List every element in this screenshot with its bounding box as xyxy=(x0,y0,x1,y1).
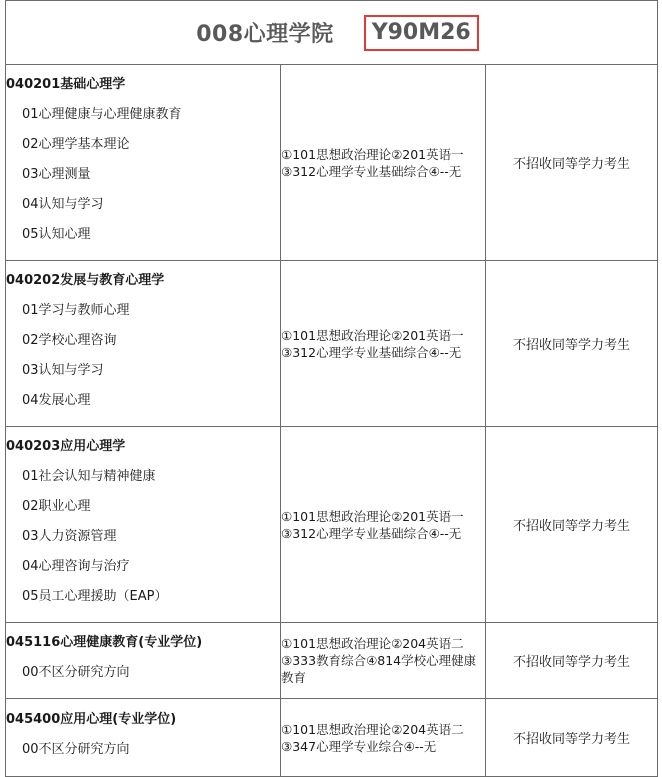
major-cell xyxy=(6,427,281,623)
direction-item: 05员工心理援助（EAP） xyxy=(22,588,168,604)
table-row xyxy=(6,261,658,427)
major-title: 040201基础心理学 xyxy=(6,76,126,92)
exam-subjects: ①101思想政治理论②201英语一③312心理学专业基础综合④--无 xyxy=(281,65,486,261)
school-name: 008心理学院 xyxy=(196,22,334,47)
remark: 不招收同等学力考生 xyxy=(486,65,658,261)
exam-subjects: ①101思想政治理论②204英语二③333教育综合④814学校心理健康教育 xyxy=(281,623,486,699)
direction-item: 02学校心理咨询 xyxy=(22,332,117,348)
direction-item: 00不区分研究方向 xyxy=(22,664,130,680)
direction-item: 01心理健康与心理健康教育 xyxy=(22,106,182,122)
table-row xyxy=(6,623,658,699)
program-table xyxy=(5,0,658,777)
direction-item: 03人力资源管理 xyxy=(22,528,117,544)
major-title: 045400应用心理(专业学位) xyxy=(6,711,177,727)
table-row xyxy=(6,427,658,623)
direction-item: 03心理测量 xyxy=(22,166,91,182)
remark: 不招收同等学力考生 xyxy=(486,623,658,699)
direction-item: 03认知与学习 xyxy=(22,362,104,378)
exam-subjects: ①101思想政治理论②201英语一③312心理学专业基础综合④--无 xyxy=(281,261,486,427)
school-header-cell xyxy=(6,1,658,65)
table-row xyxy=(6,699,658,777)
remark: 不招收同等学力考生 xyxy=(486,699,658,777)
direction-item: 02职业心理 xyxy=(22,498,91,514)
direction-item: 04心理咨询与治疗 xyxy=(22,558,130,574)
major-title: 040202发展与教育心理学 xyxy=(6,272,165,288)
direction-item: 00不区分研究方向 xyxy=(22,741,130,757)
major-title: 040203应用心理学 xyxy=(6,438,126,454)
direction-item: 04发展心理 xyxy=(22,392,91,408)
major-cell xyxy=(6,65,281,261)
school-header-row xyxy=(6,1,658,65)
direction-item: 01学习与教师心理 xyxy=(22,302,130,318)
major-cell xyxy=(6,261,281,427)
exam-subjects: ①101思想政治理论②201英语一③312心理学专业基础综合④--无 xyxy=(281,427,486,623)
remark: 不招收同等学力考生 xyxy=(486,261,658,427)
major-title: 045116心理健康教育(专业学位) xyxy=(6,634,203,650)
table-row xyxy=(6,65,658,261)
major-cell xyxy=(6,699,281,777)
exam-subjects: ①101思想政治理论②204英语二③347心理学专业综合④--无 xyxy=(281,699,486,777)
major-cell xyxy=(6,623,281,699)
direction-item: 05认知心理 xyxy=(22,226,91,242)
school-code-badge: Y90M26 xyxy=(364,15,479,51)
direction-item: 04认知与学习 xyxy=(22,196,104,212)
direction-item: 02心理学基本理论 xyxy=(22,136,130,152)
direction-item: 01社会认知与精神健康 xyxy=(22,468,156,484)
remark: 不招收同等学力考生 xyxy=(486,427,658,623)
